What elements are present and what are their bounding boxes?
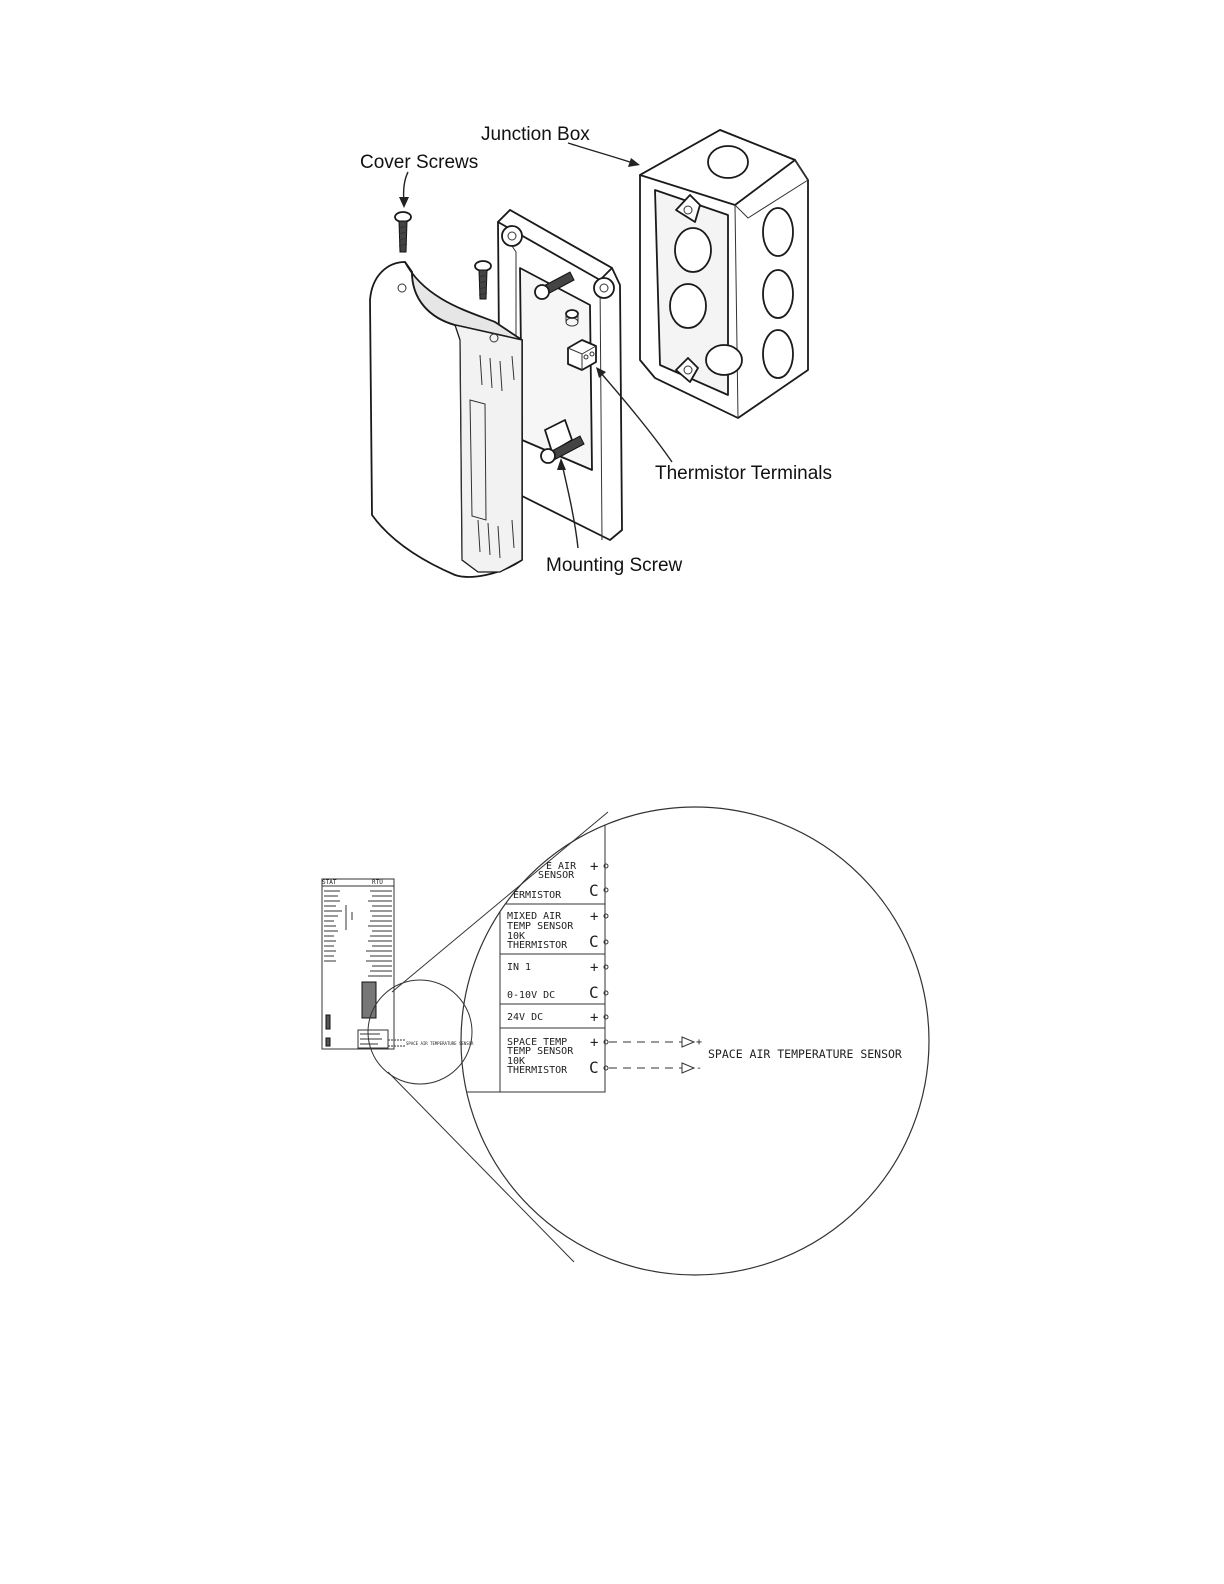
sensor-leads [609,1037,694,1073]
block-6-line-1: SPACE TEMP [507,1037,568,1048]
lead-negative-label: - [696,1063,703,1074]
junction-box-drawing [640,130,808,418]
cover-screws-label: Cover Screws [360,152,479,173]
block-3-line-1: IN 1 [507,962,532,973]
thermistor-terminals-label: Thermistor Terminals [655,463,833,484]
block-1-line-3: ERMISTOR [513,890,562,901]
magnifier-lens [368,980,472,1084]
small-board-pin-rows [324,891,392,1048]
block-6-line-4: THERMISTOR [507,1065,568,1076]
block-2-line-3: 10K [507,931,526,942]
block-1-line-1: E AIR [546,861,577,872]
junction-box-label: Junction Box [481,124,590,145]
block-6-terminal-plus: + [590,1035,599,1051]
block-1-terminal-plus: + [590,859,599,875]
block-5-terminal-plus: + [590,1010,599,1026]
block-6-terminal-c: C [589,1058,599,1077]
magnified-view [440,800,929,1275]
block-2-line-2: TEMP SENSOR [507,921,574,932]
block-1-terminal-c: C [589,881,599,900]
exploded-view [360,124,832,577]
mounting-screw-label: Mounting Screw [546,555,683,576]
small-board-callout: SPACE AIR TEMPERATURE SENSOR [406,1041,474,1046]
rtu-header: RTU [372,879,383,886]
stat-header: STAT [322,879,337,886]
block-2-line-1: MIXED AIR [507,911,562,922]
small-board [322,879,474,1049]
block-1-line-2: SENSOR [538,870,575,881]
block-2-line-4: THERMISTOR [507,940,568,951]
block-2-terminal-c: C [589,932,599,951]
zoom-line-bottom [388,1072,574,1262]
block-4-line-1: 0-10V DC [507,990,556,1001]
lead-positive-label: + [696,1037,703,1048]
wiring-diagram [322,800,929,1275]
block-5-line-1: 24V DC [507,1012,544,1023]
block-6-line-2: TEMP SENSOR [507,1046,574,1057]
block-3-terminal-plus: + [590,960,599,976]
block-6-line-3: 10K [507,1056,526,1067]
block-4-terminal-c: C [589,983,599,1002]
sensor-label: SPACE AIR TEMPERATURE SENSOR [708,1047,902,1061]
block-2-terminal-plus: + [590,909,599,925]
